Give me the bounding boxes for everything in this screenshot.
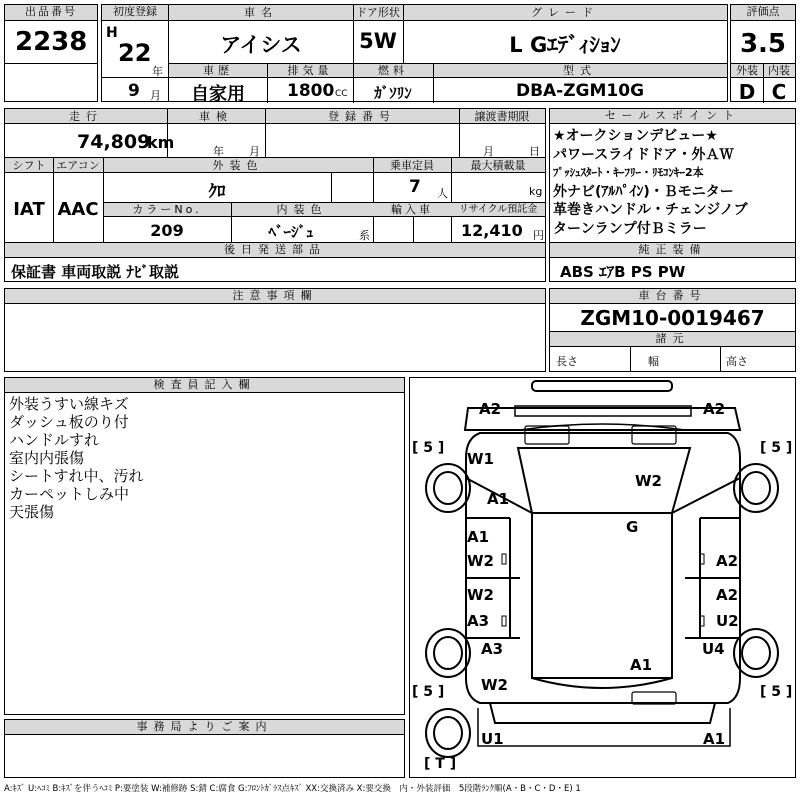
first-registration-box — [101, 4, 169, 102]
shift-value: IAT — [13, 199, 45, 220]
notes-box — [4, 288, 546, 372]
history-label: 車歴 — [203, 64, 233, 77]
fuel-value: ｶﾞｿﾘﾝ — [374, 84, 412, 102]
cc-unit: CC — [335, 89, 348, 99]
inspection-month-unit: 月 — [249, 145, 260, 158]
color-no-value: 209 — [150, 221, 184, 240]
post-items-value: 保証書 車両取説 ﾅﾋﾞ取説 — [11, 263, 179, 281]
score-value: 3.5 — [739, 29, 787, 59]
shift-label: シフト — [12, 159, 46, 172]
tire-rear-left-depth: [ 5 ] — [412, 684, 445, 700]
mileage-value: 74,809 — [77, 131, 151, 153]
mark-w2-left-door: W2 — [467, 552, 494, 570]
mark-w2-left-rear: W2 — [467, 586, 494, 604]
office-label: 事務局よりご案内 — [5, 720, 404, 735]
history-value: 自家用 — [191, 84, 245, 105]
capacity-label: 乗車定員 — [390, 159, 434, 172]
mark-u2-right-rear: U2 — [716, 612, 739, 630]
lot-number-value: 2238 — [15, 27, 88, 57]
transfer-month-unit: 月 — [483, 145, 494, 158]
equipment-label: 純正装備 — [550, 243, 795, 258]
mark-g-glass: G — [626, 518, 639, 536]
grade-label: グレード — [531, 6, 599, 19]
mark-a1-left-door: A1 — [467, 528, 490, 546]
sales-point-item: 外ナビ(ｱﾙﾊﾟｲﾝ)・Ｂモニター — [553, 183, 734, 200]
mark-u1-rear: U1 — [481, 730, 504, 748]
post-items-label: 後日発送部品 — [5, 243, 545, 258]
mark-a2-right-door: A2 — [716, 552, 739, 570]
specs-label: 諸元 — [550, 332, 795, 347]
car-info-box — [168, 4, 728, 105]
kei-unit: 系 — [359, 229, 370, 242]
legend-text: A:ｷｽﾞ U:ﾍｺﾐ B:ｷｽﾞを伴うﾍｺﾐ P:要塗装 W:補修跡 S:錆 C:腐食 G:ﾌﾛﾝﾄｶﾞﾗｽ点ｷｽﾞ XX:交換済み X:要交換 内・外装評価 5段階ﾗﾝｸ順(A・B・C・D・E) 1 — [4, 784, 581, 794]
header-section — [4, 4, 796, 104]
mark-a3-left-rear: A3 — [467, 612, 490, 630]
tire-spare-depth: [ T ] — [424, 756, 457, 772]
reg-no-label: 登録番号 — [328, 110, 396, 123]
mark-a1-roof: A1 — [630, 656, 653, 674]
sales-point-box — [549, 108, 796, 282]
inspector-note: カーペットしみ中 — [9, 485, 130, 503]
inspector-note: シートすれ中、汚れ — [9, 467, 144, 485]
ext-color-label: 外装色 — [212, 159, 264, 172]
transfer-day-unit: 日 — [529, 145, 540, 158]
grade-value: L Gｴﾃﾞｨｼｮﾝ — [509, 33, 621, 57]
interior-grade: C — [771, 80, 787, 104]
recycle-value: 12,410 — [461, 221, 523, 240]
first-registration-month: 9 — [128, 81, 140, 101]
person-unit: 人 — [437, 187, 448, 200]
month-unit: 月 — [150, 89, 161, 102]
sales-point-label: セールスポイント — [550, 109, 795, 124]
int-color-label: 内装色 — [276, 203, 328, 216]
model-value: DBA-ZGM10G — [515, 81, 645, 101]
chassis-box — [549, 288, 796, 372]
first-registration-year: 22 — [118, 39, 152, 67]
chassis-label: 車台番号 — [550, 289, 795, 304]
lot-number-box — [4, 4, 98, 102]
car-diagram — [409, 377, 796, 778]
displacement-label: 排気量 — [287, 64, 333, 77]
sales-point-item: ﾌﾟｯｼｭｽﾀｰﾄ・ｷｰﾌﾘｰ・ﾘﾓｺﾝｷｰ2本 — [553, 166, 704, 179]
inspection-year-unit: 年 — [213, 145, 224, 158]
capacity-value: 7 — [409, 177, 421, 197]
max-load-label: 最大積載量 — [470, 159, 526, 172]
sales-point-item: ★オークションデビュー★ — [553, 128, 718, 144]
displacement-value: 1800 — [287, 81, 335, 101]
car-name-value: アイシス — [220, 33, 302, 57]
int-color-value: ﾍﾞｰｼﾞｭ — [268, 223, 314, 241]
inspector-label: 検査員記入欄 — [5, 378, 404, 393]
km-unit: km — [147, 133, 175, 152]
door-value: 5W — [359, 29, 397, 53]
aircon-value: AAC — [57, 199, 99, 220]
mark-a2-right-rear: A2 — [716, 586, 739, 604]
car-name-label: 車名 — [244, 6, 278, 19]
tire-rear-right-depth: [ 5 ] — [760, 684, 793, 700]
exterior-grade: D — [738, 80, 756, 104]
recycle-label: リサイクル預託金 — [458, 204, 538, 215]
sales-point-list — [553, 127, 748, 238]
mark-w2-left-quarter: W2 — [481, 676, 508, 694]
sales-point-item: 革巻きハンドル・チェンジノブ — [553, 202, 748, 218]
first-registration-label: 初度登録 — [102, 5, 168, 21]
width-label: 幅 — [648, 355, 659, 368]
inspector-box — [4, 377, 405, 715]
mark-u4-right-quarter: U4 — [702, 640, 725, 658]
mark-a1-front-left: A1 — [487, 490, 510, 508]
mileage-label: 走行 — [69, 110, 103, 123]
exterior-label: 外装 — [736, 64, 758, 77]
kg-unit: kg — [529, 185, 543, 198]
ext-color-value: ｸﾛ — [208, 182, 226, 202]
yen-unit: 円 — [533, 229, 544, 242]
import-label: 輸入車 — [391, 203, 433, 216]
tire-front-left-depth: [ 5 ] — [412, 440, 445, 456]
model-label: 型式 — [563, 64, 597, 77]
inspector-note: ハンドルすれ — [9, 431, 100, 449]
transfer-label: 譲渡書期限 — [474, 110, 530, 123]
inspector-note: 外装うすい線キズ — [9, 395, 129, 413]
inspector-note: 室内内張傷 — [9, 449, 85, 467]
height-label: 高さ — [726, 355, 748, 368]
inspection-label: 車検 — [199, 110, 233, 123]
door-label: ドア形状 — [356, 6, 400, 19]
length-label: 長さ — [556, 355, 578, 368]
year-unit: 年 — [152, 65, 163, 78]
mark-a3-left-quarter: A3 — [481, 640, 504, 658]
vehicle-details-box — [4, 108, 546, 282]
inspector-note: ダッシュ板のり付 — [9, 413, 129, 431]
mark-w2-hood: W2 — [635, 472, 662, 490]
mark-a2-front-right: A2 — [703, 400, 726, 418]
heisei-mark: H — [106, 25, 118, 41]
office-box — [4, 719, 405, 778]
mark-a2-front-left: A2 — [479, 400, 502, 418]
color-no-label: カラーNo. — [132, 203, 202, 216]
mark-a1-rear: A1 — [703, 730, 726, 748]
interior-label: 内装 — [768, 64, 790, 77]
aircon-label: エアコン — [56, 159, 100, 172]
inspector-notes-list — [9, 395, 144, 521]
sales-point-item: パワースライドドア・外ＡＷ — [553, 146, 734, 163]
fuel-label: 燃料 — [378, 64, 408, 77]
score-label: 評価点 — [731, 5, 795, 21]
sales-point-item: ターンランプ付Ｂミラー — [553, 220, 707, 237]
lot-number-label: 出品番号 — [5, 5, 97, 21]
chassis-value: ZGM10-0019467 — [580, 306, 765, 330]
inspector-note: 天張傷 — [9, 503, 55, 521]
tire-front-right-depth: [ 5 ] — [760, 440, 793, 456]
score-box — [730, 4, 796, 102]
mark-w1: W1 — [467, 450, 494, 468]
notes-label: 注意事項欄 — [5, 289, 545, 304]
equipment-value: ABS ｴｱB PS PW — [560, 263, 686, 281]
